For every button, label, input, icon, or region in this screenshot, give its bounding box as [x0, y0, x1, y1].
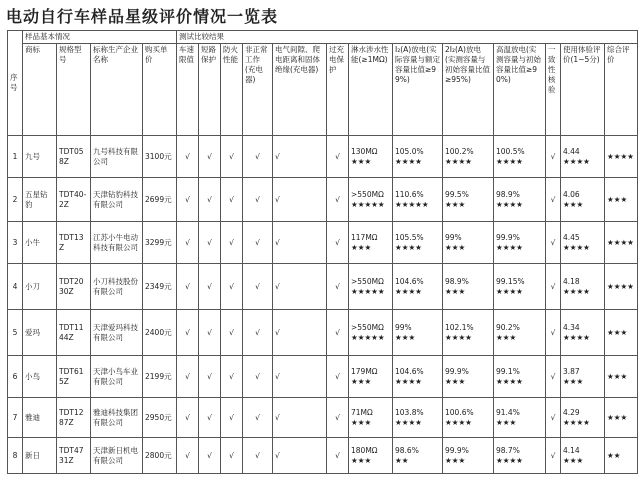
cell-consistency: √ — [546, 222, 561, 264]
cell-no: 5 — [8, 310, 23, 356]
usage-stars: ★★★★ — [563, 156, 590, 166]
cell-price: 3100元 — [143, 136, 177, 178]
hightemp-stars: ★★★★ — [496, 199, 523, 209]
header-price: 购买单价 — [143, 44, 177, 136]
cell-water — [349, 178, 393, 222]
header-discharge1: I₂(A)放电(实际容量与额定容量比值≥99%) — [393, 44, 443, 136]
hightemp-value: 90.2% — [496, 322, 520, 332]
header-usage: 使用体验评价(1~5分) — [561, 44, 605, 136]
water-value: 179MΩ — [351, 366, 378, 376]
cell-consistency: √ — [546, 356, 561, 398]
hightemp-stars: ★★★★ — [496, 242, 523, 252]
hightemp-value: 99.9% — [496, 232, 520, 242]
header-short-protect: 短路保护 — [199, 44, 221, 136]
cell-discharge2 — [443, 356, 494, 398]
water-value: 71MΩ — [351, 407, 373, 417]
cell-brand: 九号 — [23, 136, 57, 178]
cell-discharge1 — [393, 398, 443, 438]
water-stars: ★★★ — [351, 156, 372, 166]
cell-no: 4 — [8, 264, 23, 310]
cell-discharge1 — [393, 178, 443, 222]
cell-price: 2349元 — [143, 264, 177, 310]
cell-fire: √ — [221, 136, 243, 178]
cell-short-protect: √ — [199, 178, 221, 222]
page-title: 电动自行车样品星级评价情况一览表 — [6, 7, 279, 26]
hightemp-value: 99.15% — [496, 276, 525, 286]
cell-speed-limit: √ — [177, 356, 199, 398]
cell-speed-limit: √ — [177, 310, 199, 356]
water-stars: ★★★ — [351, 376, 372, 386]
discharge2-stars: ★★★ — [445, 455, 466, 465]
cell-discharge2 — [443, 398, 494, 438]
cell-overall: ★★ — [605, 438, 638, 474]
table-row — [8, 264, 638, 310]
discharge1-stars: ★★★★ — [395, 376, 422, 386]
cell-overall: ★★★★ — [605, 136, 638, 178]
cell-discharge1 — [393, 356, 443, 398]
usage-stars: ★★★ — [563, 376, 584, 386]
cell-no: 6 — [8, 356, 23, 398]
cell-discharge2 — [443, 222, 494, 264]
cell-usage — [561, 398, 605, 438]
water-stars: ★★★ — [351, 417, 372, 427]
cell-hightemp — [494, 398, 546, 438]
discharge1-stars: ★★★★ — [395, 286, 422, 296]
cell-speed-limit: √ — [177, 136, 199, 178]
water-stars: ★★★★★ — [351, 286, 385, 296]
cell-price: 2699元 — [143, 178, 177, 222]
cell-clearance: √ — [273, 136, 327, 178]
cell-usage — [561, 356, 605, 398]
usage-value: 4.34 — [563, 322, 580, 332]
header-hightemp: 高温放电(实测容量与初始容量比值≥90%) — [494, 44, 546, 136]
discharge1-value: 104.6% — [395, 276, 424, 286]
header-no: 序号 — [8, 31, 23, 136]
cell-usage — [561, 264, 605, 310]
discharge2-stars: ★★★ — [445, 242, 466, 252]
cell-overcharge: √ — [327, 222, 349, 264]
cell-short-protect: √ — [199, 264, 221, 310]
discharge2-stars: ★★★★ — [445, 332, 472, 342]
cell-overall: ★★★★ — [605, 222, 638, 264]
cell-model: TDT615Z — [57, 356, 91, 398]
cell-discharge1 — [393, 136, 443, 178]
cell-consistency: √ — [546, 310, 561, 356]
cell-hightemp — [494, 178, 546, 222]
discharge2-stars: ★★★ — [445, 286, 466, 296]
hightemp-stars: ★★★★ — [496, 286, 523, 296]
hightemp-stars: ★★★ — [496, 332, 517, 342]
cell-consistency: √ — [546, 136, 561, 178]
usage-stars: ★★★★ — [563, 242, 590, 252]
discharge1-value: 104.6% — [395, 366, 424, 376]
cell-price: 3299元 — [143, 222, 177, 264]
discharge1-value: 110.6% — [395, 189, 424, 199]
header-fire: 防火性能 — [221, 44, 243, 136]
usage-value: 4.44 — [563, 146, 580, 156]
cell-fire: √ — [221, 178, 243, 222]
cell-maker: 天津小鸟车业有限公司 — [91, 356, 143, 398]
cell-water — [349, 136, 393, 178]
cell-maker: 江苏小牛电动科技有限公司 — [91, 222, 143, 264]
cell-water — [349, 222, 393, 264]
header-overall: 综合评价 — [605, 44, 638, 136]
hightemp-stars: ★★★★ — [496, 156, 523, 166]
cell-fire: √ — [221, 222, 243, 264]
discharge2-stars: ★★★ — [445, 199, 466, 209]
table-row — [8, 438, 638, 474]
discharge1-stars: ★★ — [395, 455, 409, 465]
usage-value: 4.14 — [563, 445, 580, 455]
cell-model: TDT2030Z — [57, 264, 91, 310]
cell-abnormal: √ — [243, 264, 273, 310]
cell-speed-limit: √ — [177, 178, 199, 222]
cell-model: TDT40-2Z — [57, 178, 91, 222]
cell-abnormal: √ — [243, 310, 273, 356]
cell-price: 2400元 — [143, 310, 177, 356]
header-brand: 商标 — [23, 44, 57, 136]
cell-clearance: √ — [273, 264, 327, 310]
hightemp-value: 99.1% — [496, 366, 520, 376]
cell-maker: 九号科技有限公司 — [91, 136, 143, 178]
cell-speed-limit: √ — [177, 222, 199, 264]
discharge2-value: 99.5% — [445, 189, 469, 199]
cell-short-protect: √ — [199, 398, 221, 438]
header-maker: 标称生产企业名称 — [91, 44, 143, 136]
discharge2-value: 99% — [445, 232, 462, 242]
discharge2-stars: ★★★ — [445, 376, 466, 386]
usage-value: 4.18 — [563, 276, 580, 286]
header-basic-info: 样品基本情况 — [23, 31, 177, 44]
cell-clearance: √ — [273, 222, 327, 264]
table-row — [8, 310, 638, 356]
hightemp-value: 100.5% — [496, 146, 525, 156]
discharge1-value: 105.0% — [395, 146, 424, 156]
evaluation-table — [7, 30, 638, 474]
cell-water — [349, 264, 393, 310]
cell-discharge1 — [393, 438, 443, 474]
discharge1-value: 105.5% — [395, 232, 424, 242]
cell-clearance: √ — [273, 356, 327, 398]
discharge2-value: 100.6% — [445, 407, 474, 417]
cell-hightemp — [494, 356, 546, 398]
cell-short-protect: √ — [199, 222, 221, 264]
header-water: 淋水涉水性能(≥1MΩ) — [349, 44, 393, 136]
water-stars: ★★★ — [351, 242, 372, 252]
header-group-row — [8, 31, 638, 44]
discharge2-stars: ★★★★ — [445, 417, 472, 427]
water-value: >550MΩ — [351, 276, 384, 286]
water-value: >550MΩ — [351, 322, 384, 332]
cell-brand: 小刀 — [23, 264, 57, 310]
cell-clearance: √ — [273, 398, 327, 438]
cell-consistency: √ — [546, 264, 561, 310]
cell-overall: ★★★ — [605, 398, 638, 438]
cell-overcharge: √ — [327, 398, 349, 438]
cell-hightemp — [494, 264, 546, 310]
cell-discharge2 — [443, 136, 494, 178]
discharge1-value: 99% — [395, 322, 412, 332]
cell-maker: 天津爱玛科技有限公司 — [91, 310, 143, 356]
usage-stars: ★★★★ — [563, 286, 590, 296]
cell-hightemp — [494, 222, 546, 264]
discharge1-stars: ★★★★ — [395, 156, 422, 166]
cell-usage — [561, 310, 605, 356]
cell-price: 2199元 — [143, 356, 177, 398]
cell-fire: √ — [221, 264, 243, 310]
cell-short-protect: √ — [199, 438, 221, 474]
cell-no: 2 — [8, 178, 23, 222]
table-row — [8, 178, 638, 222]
cell-overall: ★★★ — [605, 310, 638, 356]
discharge2-stars: ★★★★ — [445, 156, 472, 166]
cell-speed-limit: √ — [177, 438, 199, 474]
water-stars: ★★★ — [351, 455, 372, 465]
cell-overcharge: √ — [327, 178, 349, 222]
usage-stars: ★★★ — [563, 455, 584, 465]
cell-abnormal: √ — [243, 398, 273, 438]
usage-value: 4.29 — [563, 407, 580, 417]
discharge1-stars: ★★★ — [395, 332, 416, 342]
cell-hightemp — [494, 310, 546, 356]
cell-no: 8 — [8, 438, 23, 474]
cell-consistency: √ — [546, 398, 561, 438]
cell-overall: ★★★ — [605, 178, 638, 222]
cell-hightemp — [494, 438, 546, 474]
discharge2-value: 99.9% — [445, 445, 469, 455]
usage-stars: ★★★★ — [563, 332, 590, 342]
water-value: >550MΩ — [351, 189, 384, 199]
cell-speed-limit: √ — [177, 264, 199, 310]
cell-no: 1 — [8, 136, 23, 178]
water-value: 130MΩ — [351, 146, 378, 156]
header-model: 规格型号 — [57, 44, 91, 136]
discharge1-stars: ★★★★ — [395, 242, 422, 252]
usage-value: 4.06 — [563, 189, 580, 199]
cell-brand: 小鸟 — [23, 356, 57, 398]
cell-overcharge: √ — [327, 438, 349, 474]
header-test-compare: 测试比较结果 — [177, 31, 638, 44]
cell-overall: ★★★ — [605, 356, 638, 398]
header-abnormal: 非正常工作(充电器) — [243, 44, 273, 136]
hightemp-stars: ★★★★ — [496, 455, 523, 465]
header-speed-limit: 车速限值 — [177, 44, 199, 136]
cell-maker: 天津新日机电有限公司 — [91, 438, 143, 474]
cell-water — [349, 310, 393, 356]
hightemp-value: 91.4% — [496, 407, 520, 417]
cell-abnormal: √ — [243, 178, 273, 222]
cell-brand: 雅迪 — [23, 398, 57, 438]
table-row — [8, 136, 638, 178]
usage-stars: ★★★★ — [563, 417, 590, 427]
header-overcharge: 过充电保护 — [327, 44, 349, 136]
cell-abnormal: √ — [243, 136, 273, 178]
cell-clearance: √ — [273, 310, 327, 356]
header-discharge2: 2I₂(A)放电(实测容量与初始容量比值≥95%) — [443, 44, 494, 136]
hightemp-value: 98.9% — [496, 189, 520, 199]
cell-model: TDT1144Z — [57, 310, 91, 356]
discharge2-value: 98.9% — [445, 276, 469, 286]
cell-discharge1 — [393, 264, 443, 310]
cell-discharge2 — [443, 310, 494, 356]
cell-discharge2 — [443, 178, 494, 222]
cell-usage — [561, 178, 605, 222]
cell-no: 3 — [8, 222, 23, 264]
hightemp-value: 98.7% — [496, 445, 520, 455]
cell-overcharge: √ — [327, 310, 349, 356]
cell-overcharge: √ — [327, 136, 349, 178]
water-value: 117MΩ — [351, 232, 378, 242]
cell-abnormal: √ — [243, 356, 273, 398]
cell-fire: √ — [221, 438, 243, 474]
cell-no: 7 — [8, 398, 23, 438]
discharge2-value: 102.1% — [445, 322, 474, 332]
cell-model: TDT13Z — [57, 222, 91, 264]
cell-overall: ★★★★ — [605, 264, 638, 310]
cell-maker: 雅迪科技集团有限公司 — [91, 398, 143, 438]
cell-discharge1 — [393, 222, 443, 264]
cell-brand: 五星钻豹 — [23, 178, 57, 222]
cell-short-protect: √ — [199, 356, 221, 398]
cell-usage — [561, 136, 605, 178]
usage-value: 3.87 — [563, 366, 580, 376]
cell-maker: 天津钻豹科技有限公司 — [91, 178, 143, 222]
hightemp-stars: ★★★★ — [496, 376, 523, 386]
discharge2-value: 100.2% — [445, 146, 474, 156]
cell-usage — [561, 438, 605, 474]
usage-stars: ★★★ — [563, 199, 584, 209]
cell-discharge2 — [443, 264, 494, 310]
header-clearance: 电气间隙、爬电距离和固体绝缘(充电器) — [273, 44, 327, 136]
cell-clearance: √ — [273, 438, 327, 474]
table-row — [8, 222, 638, 264]
cell-fire: √ — [221, 310, 243, 356]
cell-discharge1 — [393, 310, 443, 356]
cell-overcharge: √ — [327, 264, 349, 310]
cell-model: TDT1287Z — [57, 398, 91, 438]
discharge1-value: 98.6% — [395, 445, 419, 455]
cell-price: 2800元 — [143, 438, 177, 474]
header-consistency: 一致性核验 — [546, 44, 561, 136]
table-row — [8, 356, 638, 398]
cell-consistency: √ — [546, 178, 561, 222]
cell-discharge2 — [443, 438, 494, 474]
discharge2-value: 99.9% — [445, 366, 469, 376]
cell-maker: 小刀科技股份有限公司 — [91, 264, 143, 310]
cell-overcharge: √ — [327, 356, 349, 398]
cell-brand: 新日 — [23, 438, 57, 474]
cell-consistency: √ — [546, 438, 561, 474]
cell-water — [349, 438, 393, 474]
water-stars: ★★★★★ — [351, 332, 385, 342]
cell-brand: 小牛 — [23, 222, 57, 264]
discharge1-stars: ★★★★ — [395, 417, 422, 427]
cell-short-protect: √ — [199, 136, 221, 178]
cell-price: 2950元 — [143, 398, 177, 438]
cell-hightemp — [494, 136, 546, 178]
cell-fire: √ — [221, 356, 243, 398]
cell-model: TDT4731Z — [57, 438, 91, 474]
hightemp-stars: ★★★ — [496, 417, 517, 427]
water-stars: ★★★★★ — [351, 199, 385, 209]
cell-model: TDT058Z — [57, 136, 91, 178]
cell-water — [349, 356, 393, 398]
discharge1-value: 103.8% — [395, 407, 424, 417]
cell-speed-limit: √ — [177, 398, 199, 438]
cell-fire: √ — [221, 398, 243, 438]
water-value: 180MΩ — [351, 445, 378, 455]
cell-water — [349, 398, 393, 438]
cell-clearance: √ — [273, 178, 327, 222]
table-row — [8, 398, 638, 438]
cell-usage — [561, 222, 605, 264]
cell-abnormal: √ — [243, 438, 273, 474]
cell-abnormal: √ — [243, 222, 273, 264]
header-row — [8, 44, 638, 136]
discharge1-stars: ★★★★★ — [395, 199, 429, 209]
usage-value: 4.45 — [563, 232, 580, 242]
cell-short-protect: √ — [199, 310, 221, 356]
cell-brand: 爱玛 — [23, 310, 57, 356]
